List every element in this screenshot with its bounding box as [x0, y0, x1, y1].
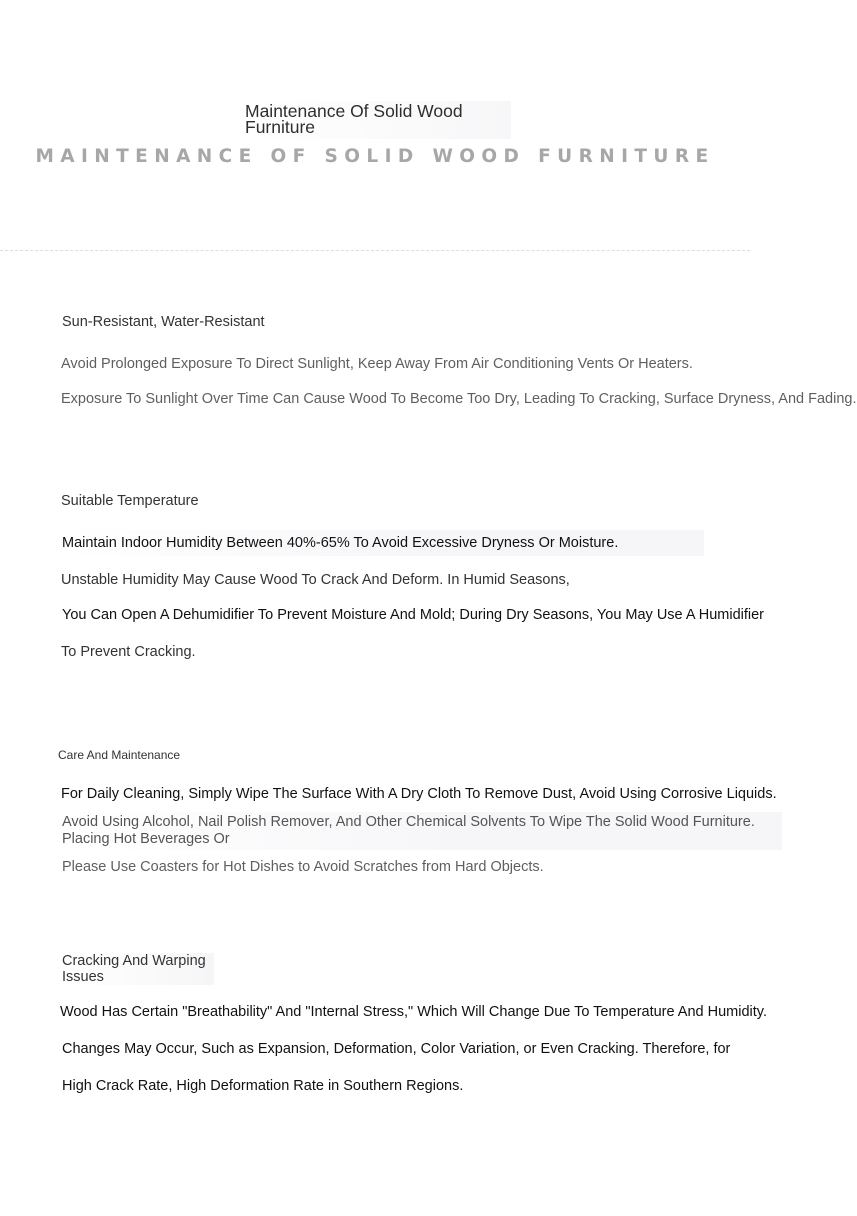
page-title: Maintenance Of Solid Wood Furniture	[245, 101, 511, 139]
section-line: Please Use Coasters for Hot Dishes to Avoid Scratches from Hard Objects.	[62, 859, 544, 875]
section-line: High Crack Rate, High Deformation Rate in Southern Regions.	[62, 1078, 464, 1094]
section-line: Avoid Using Alcohol, Nail Polish Remover, And Other Chemical Solvents To Wipe The Solid Wood Furniture. Placing Hot Beverages Or	[62, 812, 782, 850]
section-line: To Prevent Cracking.	[61, 644, 196, 660]
section-line: Wood Has Certain "Breathability" And "Internal Stress," Which Will Change Due To Temperature And Humidity.	[60, 1004, 767, 1020]
section-line: Maintain Indoor Humidity Between 40%-65% To Avoid Excessive Dryness Or Moisture.	[62, 530, 704, 556]
section-title-temperature: Suitable Temperature	[61, 493, 199, 509]
section-title-cracking: Cracking And Warping Issues	[62, 953, 214, 985]
section-line: Changes May Occur, Such as Expansion, Deformation, Color Variation, or Even Cracking. Therefore, for	[62, 1041, 731, 1057]
section-line: Unstable Humidity May Cause Wood To Crack And Deform. In Humid Seasons,	[61, 572, 570, 588]
section-line: You Can Open A Dehumidifier To Prevent Moisture And Mold; During Dry Seasons, You May Use A Humidifier	[62, 607, 765, 623]
section-title-care: Care And Maintenance	[58, 748, 181, 762]
section-line: Avoid Prolonged Exposure To Direct Sunlight, Keep Away From Air Conditioning Vents Or Heaters.	[61, 356, 693, 372]
section-line: Exposure To Sunlight Over Time Can Cause Wood To Become Too Dry, Leading To Cracking, Surface Dryness, And Fading.	[61, 391, 857, 407]
page-subtitle: MAINTENANCE OF SOLID WOOD FURNITURE	[35, 146, 715, 167]
section-title-sun-water: Sun-Resistant, Water-Resistant	[62, 314, 265, 330]
section-line: For Daily Cleaning, Simply Wipe The Surface With A Dry Cloth To Remove Dust, Avoid Using Corrosive Liquids.	[61, 786, 777, 802]
divider	[0, 250, 750, 251]
